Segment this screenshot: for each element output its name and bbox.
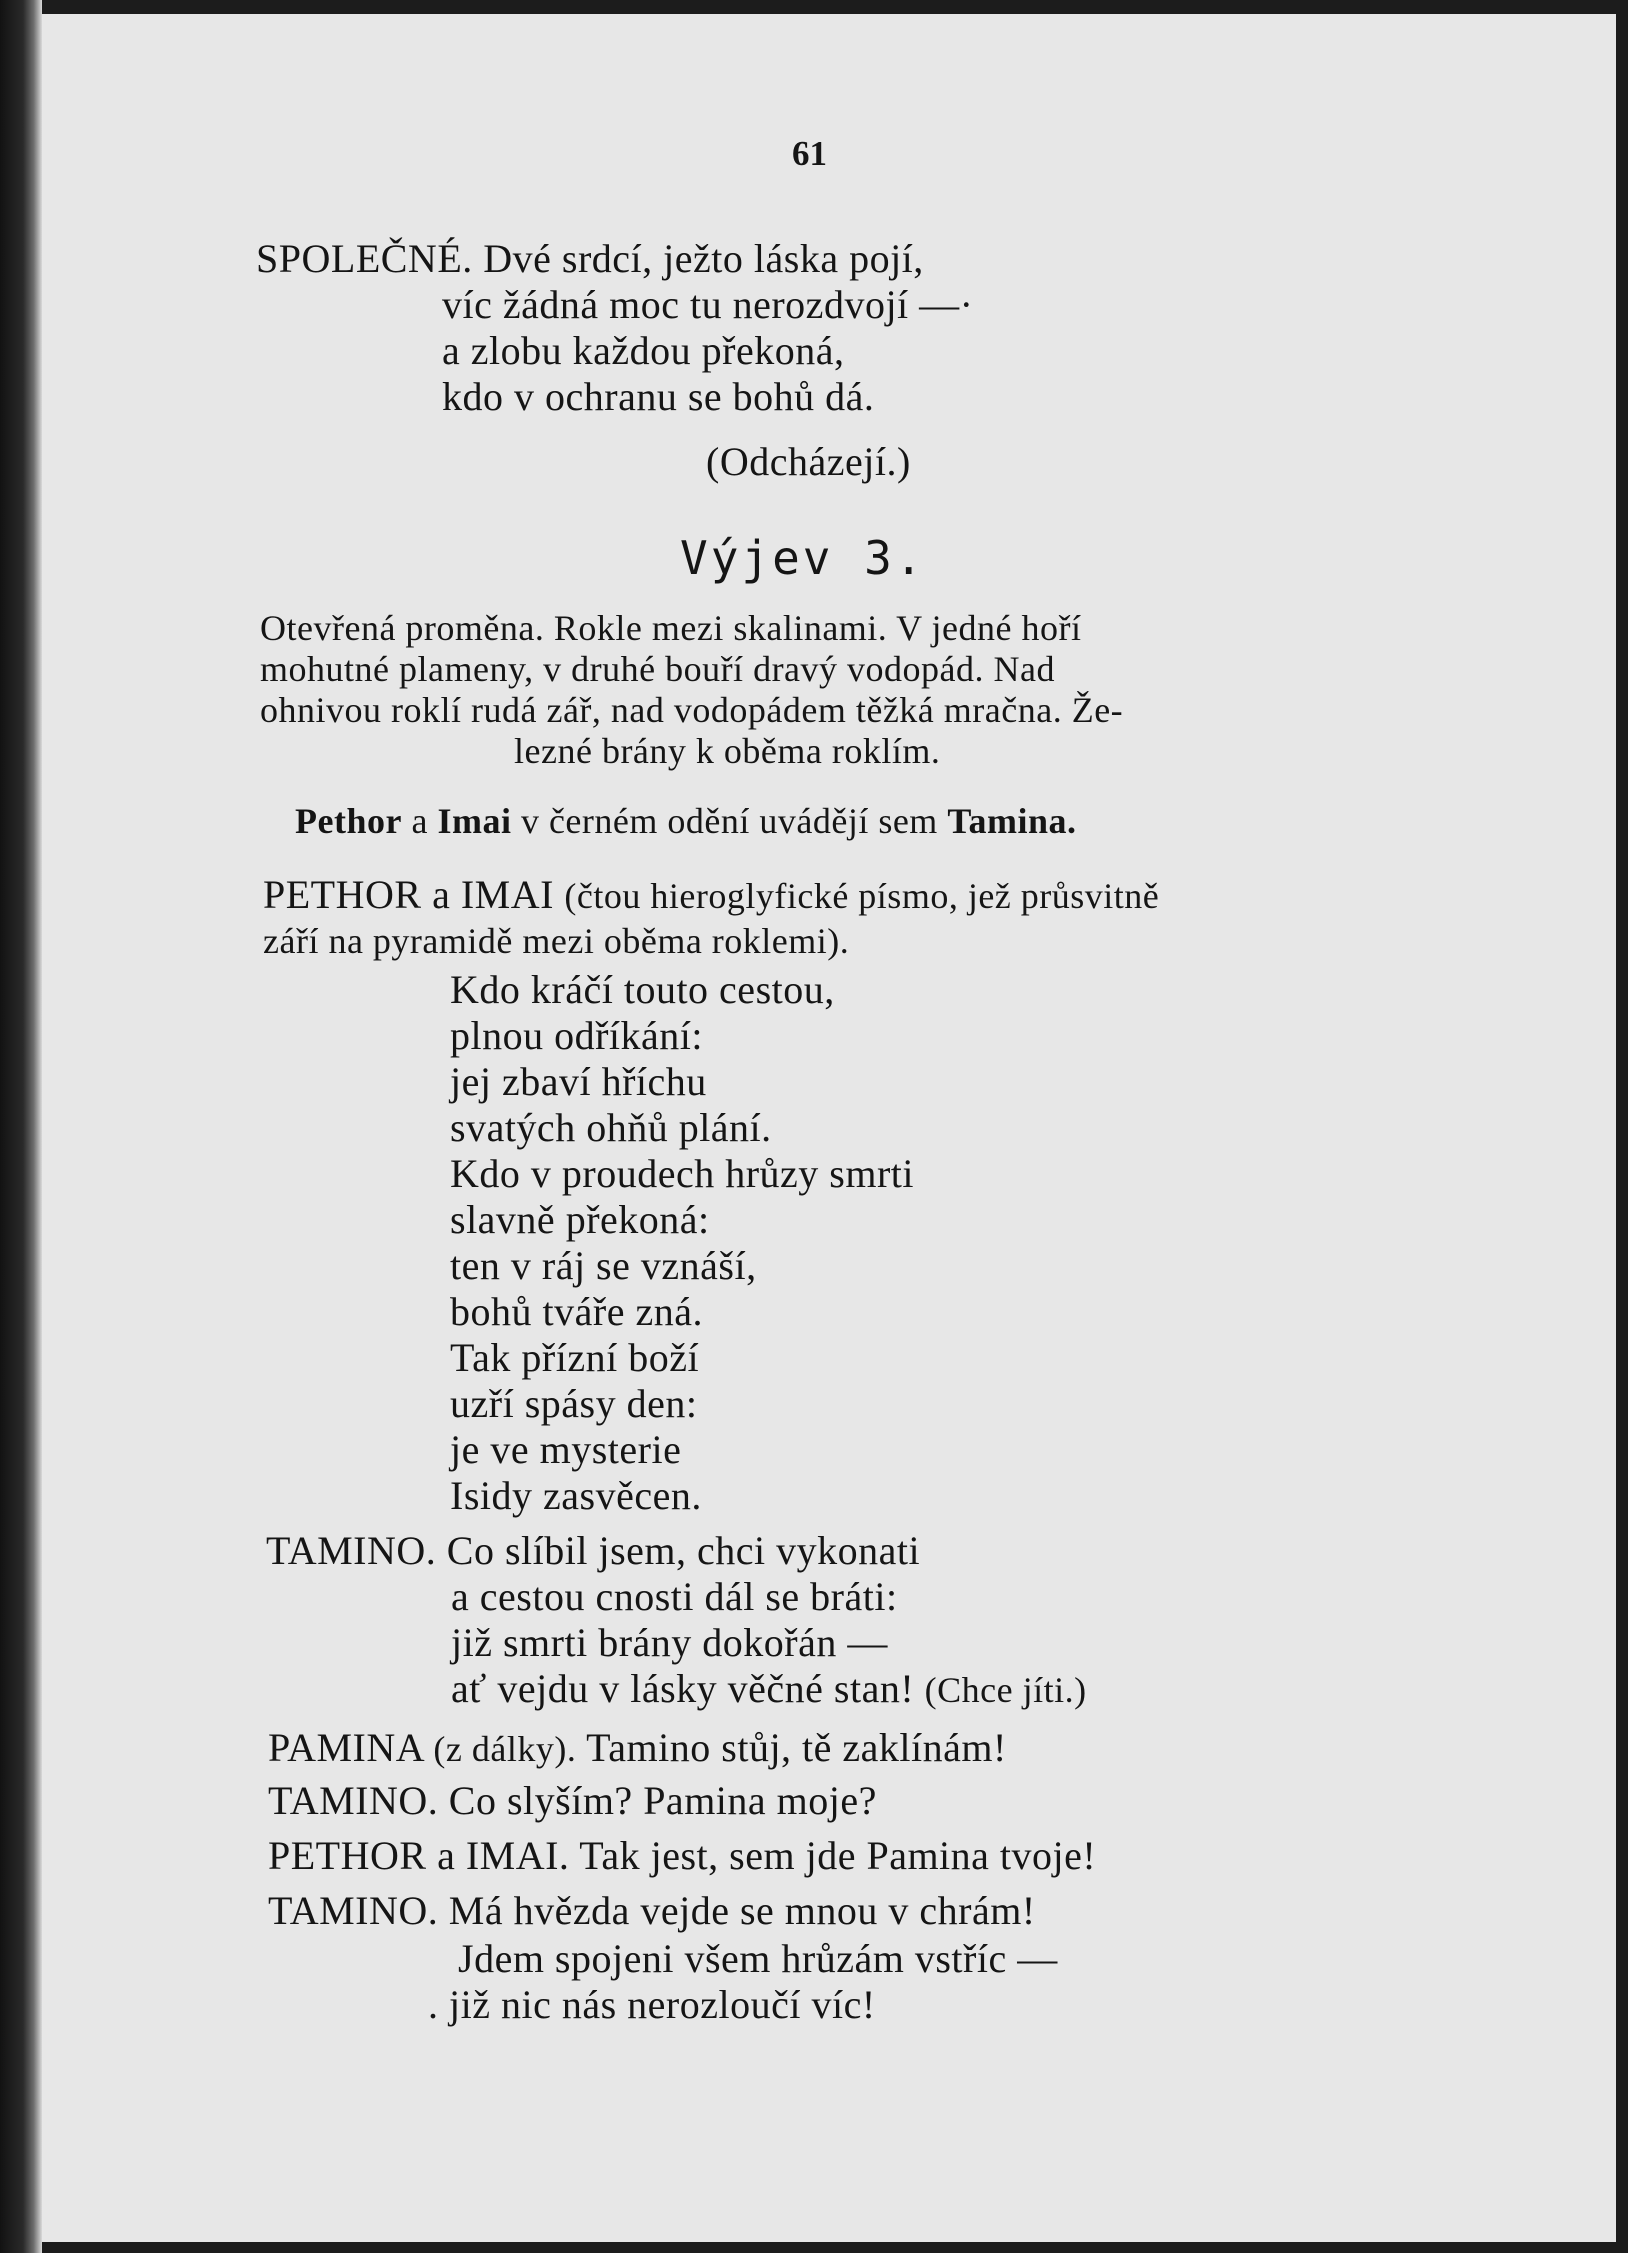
speaker-name: SPOLEČNÉ. [256,236,473,281]
verse-line: Tak přízní boží [450,1335,700,1380]
character-name: Tamina. [947,801,1077,841]
verse-text: Co slíbil jsem, chci vykonati [446,1528,921,1573]
verse-line: Jdem spojeni všem hrůzám vstříc — [458,1936,1058,1981]
stage-description-line: Otevřená proměna. Rokle mezi skalinami. V jedné hoří [260,608,1082,648]
speaker-name: PETHOR a IMAI [263,872,554,917]
speaker-line [268,1724,1007,1773]
verse-line: slavně překoná: [450,1197,710,1242]
verse-line: již smrti brány dokořán — [451,1620,888,1665]
stage-description-line: ohnivou roklí rudá zář, nad vodopádem těžká mračna. Že- [260,690,1124,730]
speaker-line [268,1832,1096,1880]
stage-direction: (Odcházejí.) [706,439,911,484]
stage-description-line: mohutné plameny, v druhé bouří dravý vodopád. Nad [260,649,1055,689]
verse-line: Isidy zasvěcen. [450,1473,702,1518]
entrance-line [295,800,1077,842]
character-name: Pethor [295,801,402,841]
speaker-name: PETHOR a IMAI. [268,1833,570,1878]
book-binding-edge [0,0,42,2253]
verse-line: kdo v ochranu se bohů dá. [442,374,875,419]
verse-text: Má hvězda vejde se mnou v chrám! [448,1888,1036,1933]
verse-line: plnou odříkání: [450,1013,704,1058]
page-number: 61 [792,134,827,173]
stage-direction: (z dálky). [433,1729,577,1769]
verse-line: Kdo v proudech hrůzy smrti [450,1151,915,1196]
stage-direction: (čtou hieroglyfické písmo, jež průsvitně [564,876,1160,916]
verse-line: je ve mysterie [450,1427,682,1472]
conjunction: a [411,801,428,841]
speaker-name: PAMINA [268,1725,423,1770]
speaker-line [263,871,1159,920]
verse-text: Tak jest, sem jde Pamina tvoje! [579,1833,1097,1878]
stage-direction: září na pyramidě mezi oběma roklemi). [263,921,850,961]
verse-text: Dvé srdcí, ježto láska pojí, [483,236,924,281]
verse-line: ten v ráj se vznáší, [450,1243,757,1288]
verse-line: . již nic nás nerozloučí víc! [428,1982,876,2027]
stage-description-line: lezné brány k oběma roklím. [514,731,941,771]
verse-line: svatých ohňů plání. [450,1105,772,1150]
verse-line: jej zbaví hříchu [450,1059,707,1104]
verse-line: a cestou cnosti dál se bráti: [451,1574,898,1619]
scene-heading: Výjev 3. [680,531,926,585]
verse-line: uzří spásy den: [450,1381,698,1426]
speaker-line [268,1887,1036,1935]
verse-line [451,1665,1087,1714]
verse-text: Tamino stůj, tě zaklínám! [586,1725,1007,1770]
speaker-name: TAMINO. [268,1888,439,1933]
speaker-line [268,1777,877,1825]
verse-line: Kdo kráčí touto cestou, [450,967,835,1012]
speaker-line [266,1527,920,1575]
verse-text: Co slyším? Pamina moje? [448,1778,877,1823]
verse-line: a zlobu každou překoná, [442,328,845,373]
character-name: Imai [437,801,512,841]
speaker-name: TAMINO. [268,1778,439,1823]
entrance-text: v černém odění uvádějí sem [520,801,938,841]
verse-text: ať vejdu v lásky věčné stan! [451,1666,915,1711]
speaker-line [256,235,924,283]
verse-line: víc žádná moc tu nerozdvojí —· [442,282,974,327]
stage-direction: (Chce jíti.) [924,1670,1087,1710]
verse-line: bohů tváře zná. [450,1289,703,1334]
speaker-name: TAMINO. [266,1528,437,1573]
